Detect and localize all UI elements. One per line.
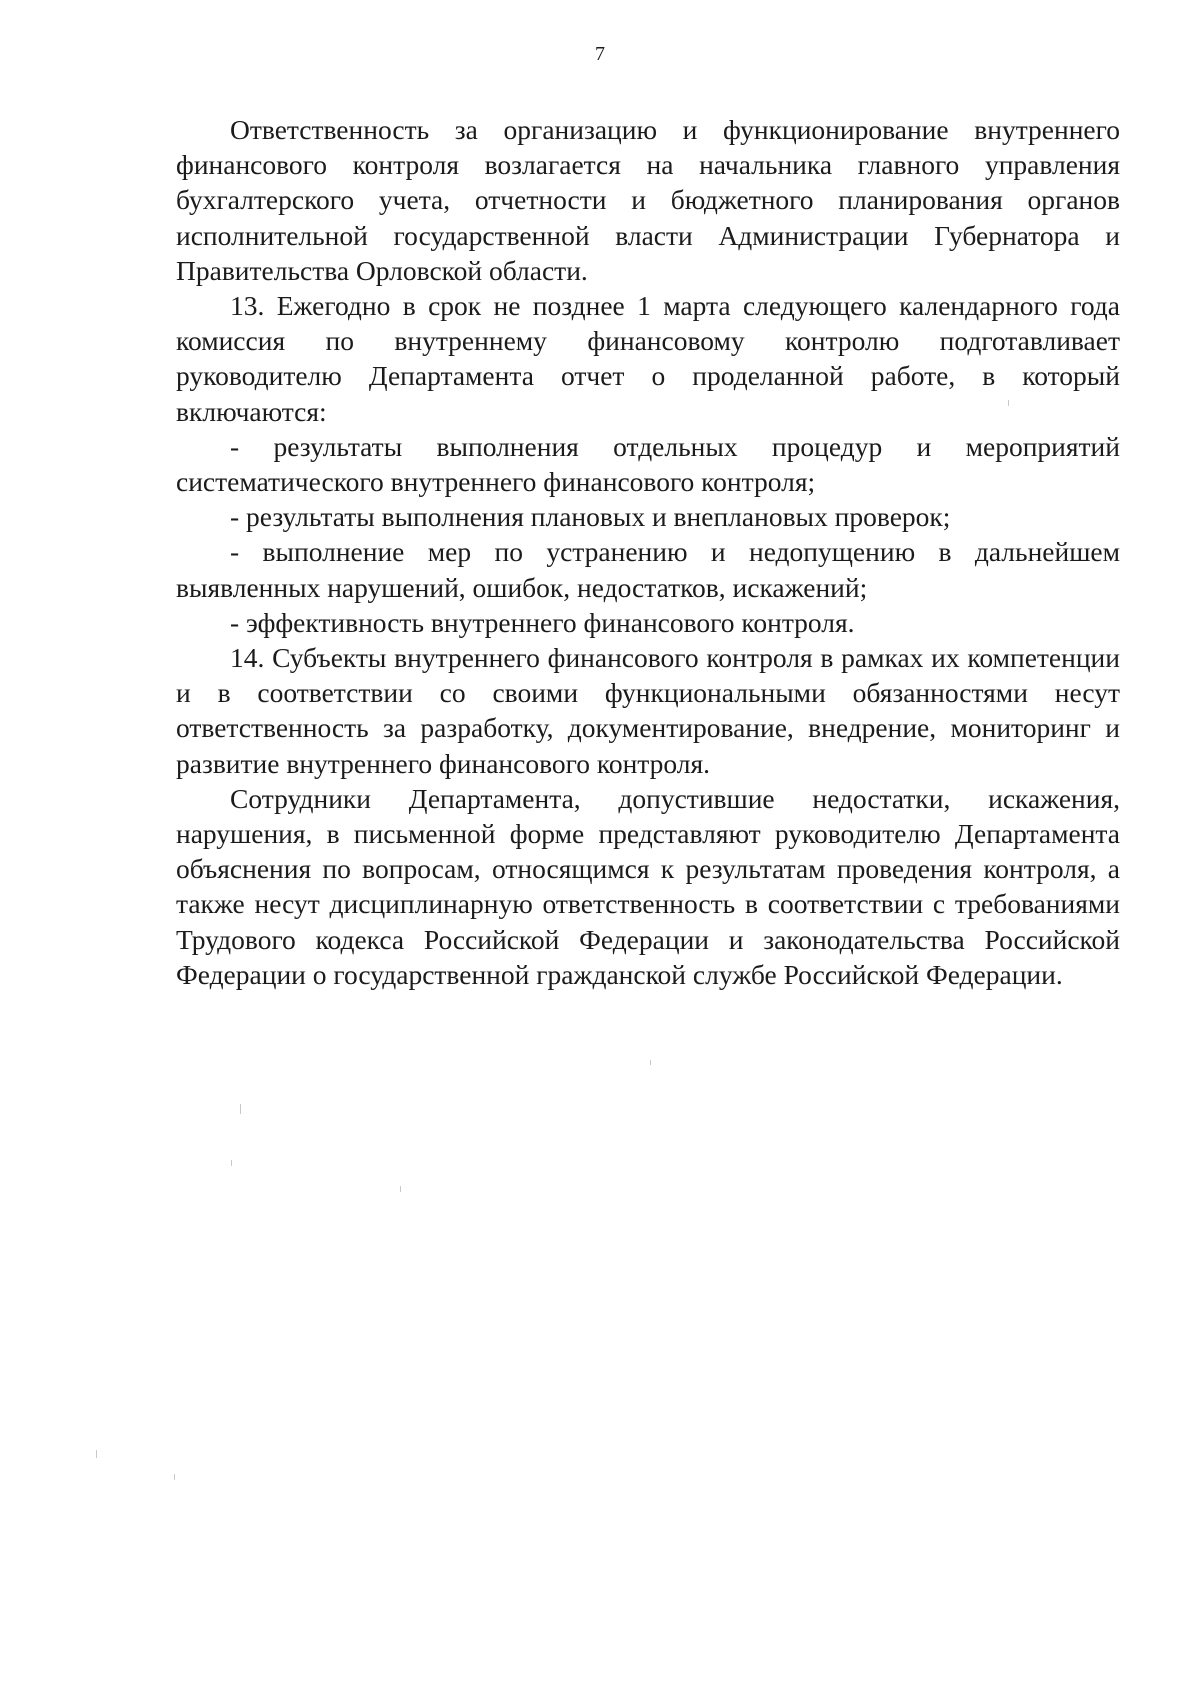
scan-speck <box>650 1060 651 1065</box>
scan-speck <box>240 1104 241 1114</box>
paragraph-employee-liability: Сотрудники Департамента, допустившие недостатки, искажения, нарушения, в письменной форме представляют руководителю Департамента объяснения по вопросам, относящимся к результатам проведения контроля, а также несут дисциплинарную ответственность в соответствии с требованиями Трудового кодекса Российской Федерации и законодательства Российской Федерации о государственной гражданской службе Российской Федерации. <box>176 782 1120 990</box>
scan-speck <box>400 1186 401 1192</box>
paragraph-responsibility: Ответственность за организацию и функционирование внутреннего финансового контроля возлагается на начальника главного управления бухгалтерского учета, отчетности и бюджетного планирования органов исполнительной государственной власти Администрации Губернатора и Правительства Орловской области. <box>176 114 1120 286</box>
paragraph-14-control-subjects: 14. Субъекты внутреннего финансового контроля в рамках их компетенции и в соответствии со своими функциональными обязанностями несут ответственность за разработку, документирование, внедрение, мониторинг и развитие внутреннего финансового контроля. <box>176 642 1120 779</box>
document-body <box>176 112 1120 992</box>
scan-speck <box>96 1450 97 1458</box>
scan-speck <box>231 1160 232 1166</box>
scan-speck <box>1008 400 1009 406</box>
list-item-control-efficiency: - эффективность внутреннего финансового контроля. <box>230 606 855 638</box>
list-item-inspection-results: - результаты выполнения плановых и внеплановых проверок; <box>230 501 951 533</box>
page-number: 7 <box>595 43 605 65</box>
list-item-violation-measures: - выполнение мер по устранению и недопущению в дальнейшем выявленных нарушений, ошибок, недостатков, искажений; <box>176 536 1120 603</box>
list-item-procedure-results: - результаты выполнения отдельных процедур и мероприятий систематического внутреннего финансового контроля; <box>176 430 1120 498</box>
paragraph-13-annual-report: 13. Ежегодно в срок не позднее 1 марта следующего календарного года комиссия по внутреннему финансовому контролю подготавливает руководителю Департамента отчет о проделанной работе, в который включаются: <box>176 290 1120 427</box>
scan-speck <box>174 1474 175 1480</box>
